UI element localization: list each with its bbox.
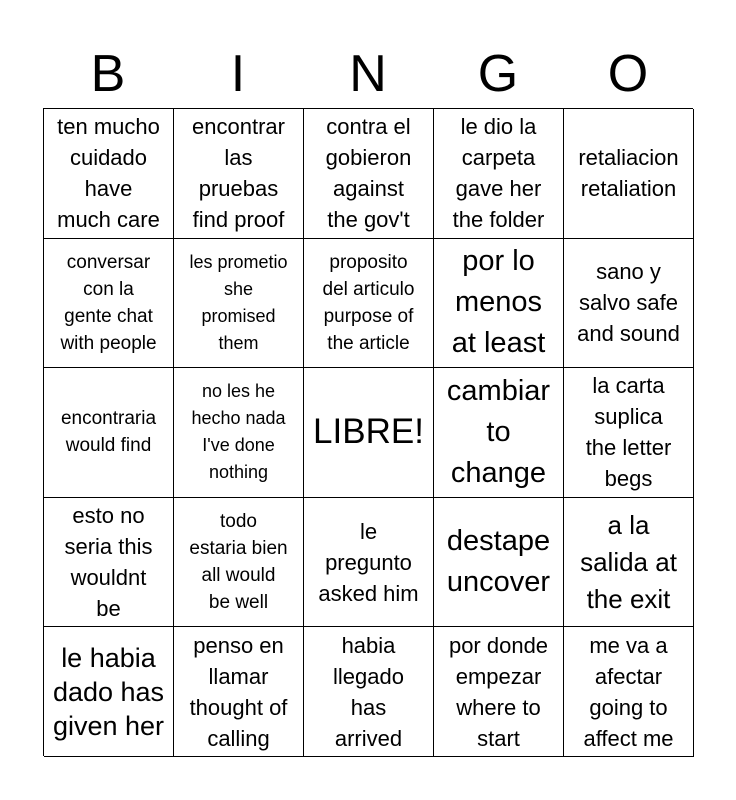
bingo-cell[interactable]: conversar con la gente chat with people: [44, 239, 174, 369]
bingo-cell[interactable]: cambiar to change: [434, 368, 564, 498]
bingo-cell[interactable]: retaliacion retaliation: [564, 109, 694, 239]
bingo-board: [43, 108, 693, 756]
bingo-cell[interactable]: encontraria would find: [44, 368, 174, 498]
header-letter-i: I: [230, 45, 246, 103]
bingo-cell[interactable]: sano y salvo safe and sound: [564, 239, 694, 369]
header-letter-o: O: [607, 45, 649, 103]
header-letter-b: B: [90, 45, 126, 103]
bingo-header: [43, 40, 693, 108]
bingo-cell[interactable]: le habia dado has given her: [44, 627, 174, 757]
header-letter-n: N: [349, 45, 387, 103]
bingo-cell[interactable]: por lo menos at least: [434, 239, 564, 369]
bingo-cell[interactable]: a la salida at the exit: [564, 498, 694, 628]
bingo-cell[interactable]: penso en llamar thought of calling: [174, 627, 304, 757]
bingo-cell[interactable]: proposito del articulo purpose of the article: [304, 239, 434, 369]
bingo-cell[interactable]: no les he hecho nada I've done nothing: [174, 368, 304, 498]
bingo-cell[interactable]: la carta suplica the letter begs: [564, 368, 694, 498]
bingo-cell[interactable]: destape uncover: [434, 498, 564, 628]
bingo-cell[interactable]: todo estaria bien all would be well: [174, 498, 304, 628]
free-space-cell[interactable]: LIBRE!: [304, 368, 434, 498]
bingo-cell[interactable]: me va a afectar going to affect me: [564, 627, 694, 757]
bingo-cell[interactable]: esto no seria this wouldnt be: [44, 498, 174, 628]
bingo-cell[interactable]: le dio la carpeta gave her the folder: [434, 109, 564, 239]
bingo-cell[interactable]: le pregunto asked him: [304, 498, 434, 628]
bingo-cell[interactable]: les prometio she promised them: [174, 239, 304, 369]
bingo-cell[interactable]: encontrar las pruebas find proof: [174, 109, 304, 239]
bingo-cell[interactable]: ten mucho cuidado have much care: [44, 109, 174, 239]
bingo-cell[interactable]: por donde empezar where to start: [434, 627, 564, 757]
header-letter-g: G: [477, 45, 519, 103]
bingo-cell[interactable]: habia llegado has arrived: [304, 627, 434, 757]
bingo-cell[interactable]: contra el gobieron against the gov't: [304, 109, 434, 239]
